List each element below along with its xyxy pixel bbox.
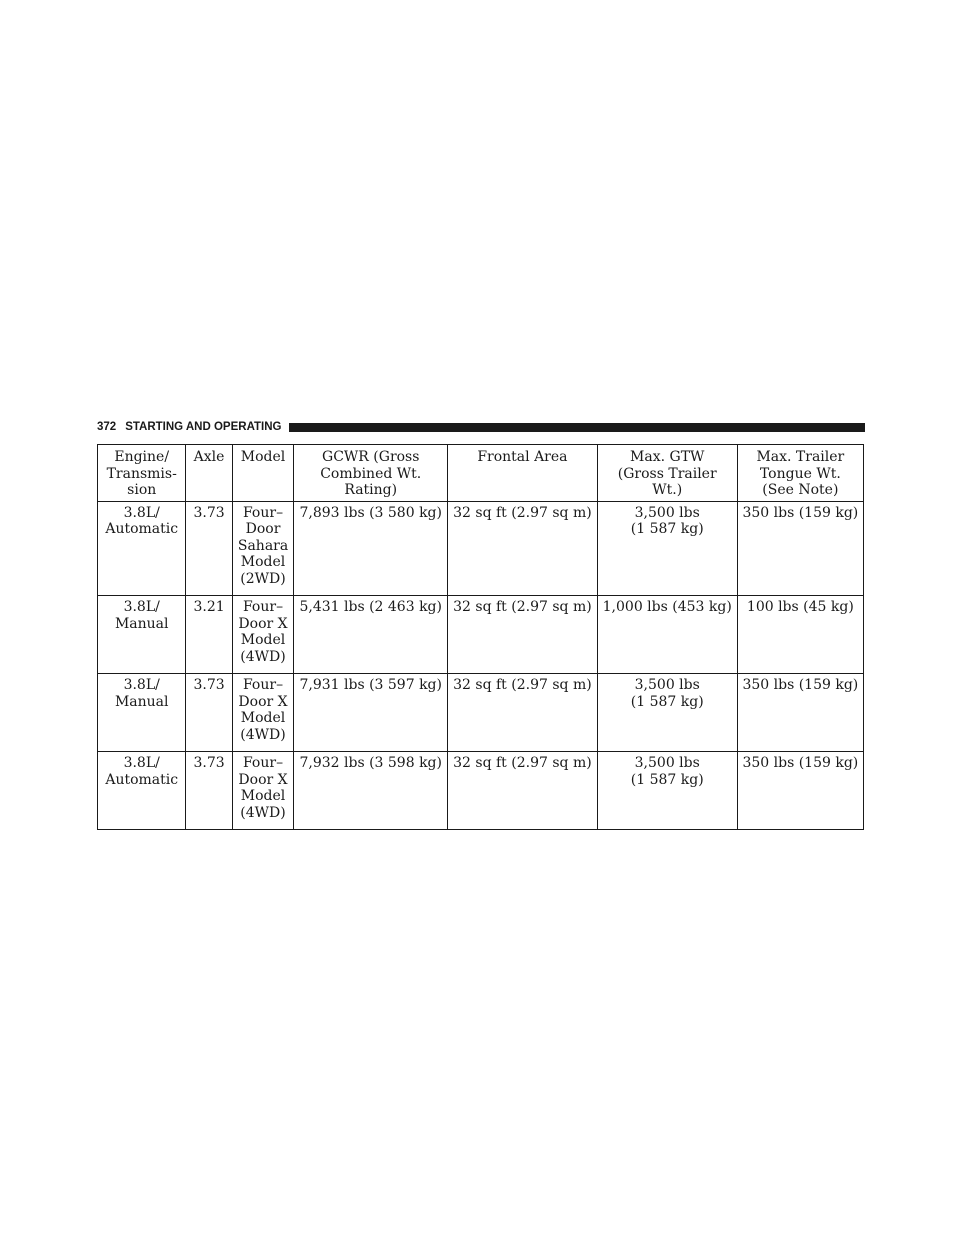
cell-line: 3.21 (193, 599, 225, 615)
cell-line: 7,932 lbs (3 598 kg) (299, 755, 442, 771)
cell-line: 350 lbs (159 kg) (742, 677, 859, 693)
cell-line: Model (240, 632, 286, 648)
header-line: (See Note) (762, 482, 839, 498)
cell-line: Four– (242, 677, 284, 693)
header-line: (Gross Trailer (617, 465, 717, 482)
cell-line: 100 lbs (45 kg) (746, 599, 854, 615)
cell-line: 7,931 lbs (3 597 kg) (299, 677, 442, 693)
section-title: STARTING AND OPERATING (125, 421, 282, 433)
cell-line: 350 lbs (159 kg) (742, 504, 859, 521)
cell-engine-transmission (98, 596, 186, 674)
header-line: Model (240, 449, 286, 465)
cell-line: (1 587 kg) (630, 521, 704, 537)
table-row (98, 596, 864, 674)
cell-line: 3,500 lbs (634, 504, 700, 521)
header-line: Rating) (344, 482, 398, 498)
header-model (232, 445, 294, 502)
cell-axle (186, 501, 232, 596)
cell-line: 32 sq ft (2.97 sq m) (453, 504, 592, 521)
header-line: Frontal Area (477, 449, 568, 465)
header-line: Engine/ (114, 449, 170, 465)
cell-line: (1 587 kg) (630, 771, 704, 788)
cell-engine-transmission (98, 674, 186, 752)
cell-model (232, 674, 294, 752)
cell-engine-transmission (98, 501, 186, 596)
header-line: sion (127, 482, 157, 498)
cell-line: 3,500 lbs (634, 755, 700, 771)
cell-line: 3.8L/ (123, 504, 160, 521)
cell-max-tongue-wt (737, 501, 863, 596)
cell-line: 7,893 lbs (3 580 kg) (299, 504, 442, 521)
cell-line: 3.8L/ (123, 755, 160, 771)
cell-axle (186, 596, 232, 674)
cell-line: (4WD) (240, 804, 286, 821)
cell-line: 3.8L/ (123, 677, 160, 693)
header-line: Transmis- (106, 465, 177, 482)
cell-axle (186, 752, 232, 830)
header-gcwr (294, 445, 448, 502)
towing-spec-table (97, 444, 864, 830)
cell-line: Automatic (105, 771, 179, 788)
cell-line: 3.8L/ (123, 599, 160, 615)
header-engine-transmission (98, 445, 186, 502)
header-max-gtw (597, 445, 737, 502)
cell-line: 32 sq ft (2.97 sq m) (453, 755, 592, 771)
cell-line: Four– (242, 755, 284, 771)
cell-line: (4WD) (240, 726, 286, 743)
cell-frontal-area (448, 596, 598, 674)
cell-line: 350 lbs (159 kg) (742, 755, 859, 771)
cell-model (232, 596, 294, 674)
cell-gcwr (294, 752, 448, 830)
cell-line: 3.73 (193, 755, 225, 771)
cell-line: Model (240, 710, 286, 726)
cell-max-tongue-wt (737, 596, 863, 674)
page-header (97, 419, 865, 435)
header-line: GCWR (Gross (322, 449, 420, 465)
cell-line: (2WD) (240, 570, 286, 587)
cell-axle (186, 674, 232, 752)
cell-line: 5,431 lbs (2 463 kg) (299, 599, 442, 615)
cell-max-gtw (597, 596, 737, 674)
cell-model (232, 501, 294, 596)
cell-line: Model (240, 788, 286, 804)
header-frontal-area (448, 445, 598, 502)
header-rule (289, 423, 866, 432)
cell-max-tongue-wt (737, 674, 863, 752)
cell-line: Door X (238, 771, 288, 788)
header-line: Tongue Wt. (759, 465, 841, 482)
header-max-tongue-wt (737, 445, 863, 502)
cell-line: Four– (242, 599, 284, 615)
cell-frontal-area (448, 501, 598, 596)
cell-max-gtw (597, 501, 737, 596)
cell-line: 1,000 lbs (453 kg) (602, 599, 732, 615)
cell-line: Manual (114, 693, 169, 710)
header-axle (186, 445, 232, 502)
table-header-row (98, 445, 864, 502)
cell-line: 32 sq ft (2.97 sq m) (453, 677, 592, 693)
cell-max-tongue-wt (737, 752, 863, 830)
cell-line: Door X (238, 693, 288, 710)
cell-line: 3.73 (193, 504, 225, 521)
cell-gcwr (294, 674, 448, 752)
table-row (98, 501, 864, 596)
table-row (98, 752, 864, 830)
cell-line: Door X (238, 615, 288, 632)
page-number: 372 (97, 421, 117, 433)
header-line: Combined Wt. (320, 465, 422, 482)
cell-gcwr (294, 596, 448, 674)
cell-line: (1 587 kg) (630, 693, 704, 710)
cell-line: Automatic (105, 521, 179, 537)
cell-line: Model (240, 554, 286, 570)
header-line: Max. Trailer (756, 449, 845, 465)
cell-max-gtw (597, 752, 737, 830)
cell-frontal-area (448, 674, 598, 752)
cell-line: Four– (242, 504, 284, 521)
header-line: Axle (193, 449, 225, 465)
cell-line: Manual (114, 615, 169, 632)
cell-frontal-area (448, 752, 598, 830)
cell-line: 32 sq ft (2.97 sq m) (453, 599, 592, 615)
cell-model (232, 752, 294, 830)
header-line: Wt.) (652, 482, 683, 498)
cell-line: 3,500 lbs (634, 677, 700, 693)
cell-line: (4WD) (240, 648, 286, 665)
cell-line: 3.73 (193, 677, 225, 693)
cell-line: Sahara (237, 537, 289, 554)
cell-engine-transmission (98, 752, 186, 830)
cell-max-gtw (597, 674, 737, 752)
table-body (98, 501, 864, 830)
header-line: Max. GTW (630, 449, 705, 465)
table-row (98, 674, 864, 752)
cell-line: Door (245, 521, 281, 537)
cell-gcwr (294, 501, 448, 596)
